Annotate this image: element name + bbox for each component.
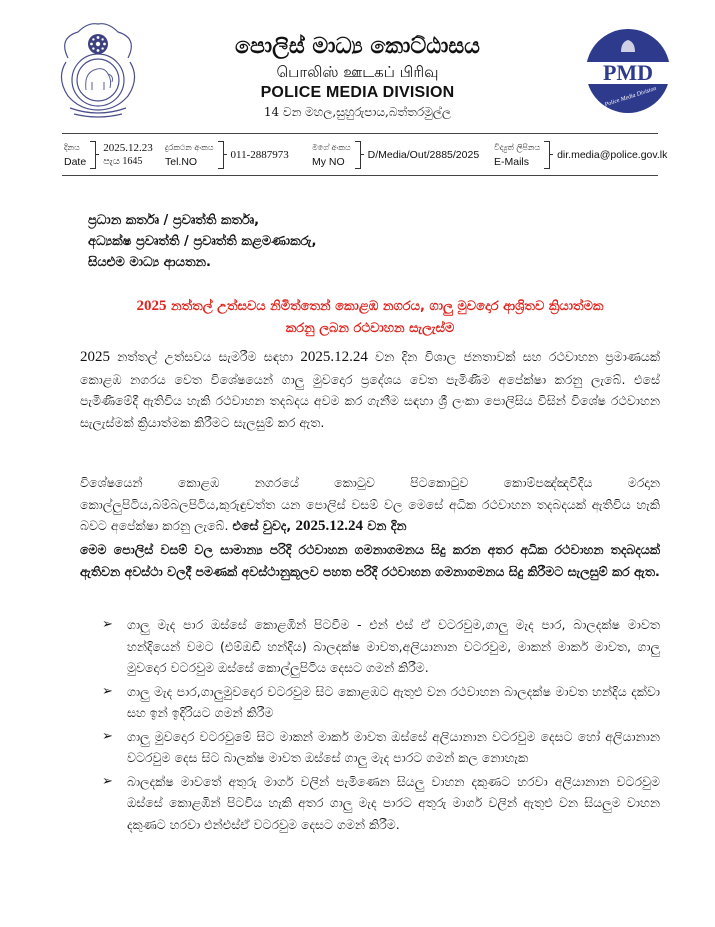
my-no-label-en: My NO — [312, 156, 345, 168]
tel-value: 011-2887973 — [230, 148, 289, 161]
date-label-si: දිනය — [64, 143, 80, 152]
p2-text-a: විශේෂයෙන් කොළඹ නගරයේ කොටුව පිටකොටුව කොම්පඤ්ඤවීදිය මරදාන කොල්ලුපිටිය,බම්බලපිටිය,කුරුඳුවත්ත යන පොලිස් වසම් වල මෙසේ අධික රථවාහන තදබදයක් ඇතිවිය හැකි බවට අපේක්ෂා කරනු ලැබේ. — [80, 475, 660, 533]
recipient-line: සියළුම මාධ්‍ය ආයතන. — [88, 255, 211, 270]
info-tel — [165, 137, 289, 173]
list-item-text: බාලදක්ෂ මාවතේ අතුරු මාර්ග වලින් පැමිණෙන සියලු වාහන දකුණට හරවා අලියානාන වටරවුම ඔස්සේ කොළඹින් පිටවිය හැකි අතර ගාලු මැද පාරට අතුරු මාර්ග වලින් ඇතුළු වන සියලුම වාහන දකුණට හරවා එන්එස්ඒ වටරවුම දෙසට ගමන් කිරීම. — [127, 773, 660, 832]
p2-date: 2025.12.24 — [295, 518, 363, 534]
subject-line-2: කරනු ලබන රථවාහන සැලැස්ම — [285, 321, 455, 336]
info-bar-bottom-rule — [62, 175, 658, 176]
info-bar-top-rule — [62, 133, 658, 134]
traffic-plan-list — [102, 614, 660, 837]
title-sinhala: පොලිස් මාධ්‍ය කොට්ඨාසය — [235, 34, 480, 59]
title-tamil: பொலிஸ் ஊடகப் பிரிவு — [276, 63, 439, 81]
date-value: 2025.12.23 — [103, 142, 153, 154]
bracket-icon — [544, 141, 550, 169]
p2-text-b: එසේ වුවද, — [232, 518, 296, 533]
recipients — [88, 210, 316, 273]
address: 14 වන මහල,සුහුරුපාය,බත්තරමුල්ල — [263, 105, 452, 119]
p1-text-b: වන දින විශාල ජනතාවක් සහ රථවාහන ප්‍රමාණයක් කොළඹ නගරය වෙත විශේෂයෙන් ගාලු මුවදොර ප්‍රදේශය වෙත පැමිණීම අපේක්ෂා කරනු ලැබේ. එසේ පැමිණීමේදී ඇතිවිය හැකි රථවාහන තදබදය අවම කර ගැනීම සඳහා ශ්‍රී ලංකා පොලිසිය විසින් විශේෂ රථවාහන සැලැස්මක් ක්‍රියාත්මක කිරීමට සැලසුම් කර ඇත. — [80, 349, 660, 430]
subject-year: 2025 — [136, 298, 167, 314]
list-item-text: ගාලු මැද පාර ඔස්සේ කොළඹින් පිටවීම - එන් එස් ඒ වටරවුම,ගාලු මැද පාර, බාලදක්ෂ මාවත හන්දියෙන් වමට (එම්ඔඩී හන්දිය) බාලදක්ෂ මාවත,අලියානාන වටරවුම, මාකන් මාකර් මාවත, ගාලු මුවදොර වටරවුම ඔස්සේ කොල්ලුපිටිය දෙසට ගමන් කිරීම. — [127, 617, 660, 675]
bracket-icon — [218, 141, 224, 169]
subject-line-1: නත්තල් උත්සවය නිමිත්තෙන් කොළඹ නගරය, ගාලු මුවදොර ආශ්‍රිතව ක්‍රියාත්මක — [166, 299, 604, 314]
email-label-en: E-Mails — [494, 156, 530, 168]
list-item-text: ගාලු මුවදොර වටරවුමේ සිට මාකන් මාකර් මාවත ඔස්සේ අලියානාන වටරවුම දෙසට හෝ අලියානාන වටරවුම දෙස සිට බාලක්ෂ මාවත ඔස්සේ ගාලු මැද පාරට ගමන් කල නොහැක — [127, 728, 660, 765]
p1-text-a: නත්තල් උත්සවය සැමරීම සඳහා — [110, 349, 301, 364]
paragraph-2 — [80, 472, 660, 538]
email-label-si: විද්‍යුත් ලිපිනය — [494, 143, 541, 152]
tel-label-si: දුරකථන අංකය — [165, 143, 214, 152]
recipient-line: අධ්‍යක්ෂ ප්‍රවෘත්ති / ප්‍රවෘත්ති කළමණාකරු, — [88, 234, 317, 249]
my-no-label-si: මගේ අංකය — [312, 143, 351, 152]
arrow-bullet-icon: ➢ — [102, 728, 113, 744]
arrow-bullet-icon: ➢ — [102, 683, 113, 699]
pmd-logo-subtitle: Police Media Division — [604, 85, 658, 109]
date-label-en: Date — [64, 156, 87, 168]
pmd-logo-text: PMD — [602, 60, 654, 85]
info-my-no — [312, 137, 479, 173]
bracket-icon — [90, 141, 96, 169]
list-item — [102, 614, 660, 679]
my-no-value: D/Media/Out/2885/2025 — [367, 149, 480, 161]
info-email — [494, 137, 667, 173]
tel-label-en: Tel.NO — [165, 156, 198, 168]
p2-text-c: වන දින — [362, 518, 407, 533]
title-english: POLICE MEDIA DIVISION — [260, 84, 455, 101]
list-item — [102, 726, 660, 769]
list-item — [102, 681, 660, 724]
email-value[interactable]: dir.media@police.gov.lk — [557, 149, 668, 161]
bracket-icon — [355, 141, 361, 169]
list-item-text: ගාලු මැද පාර,ගාලුමුවදොර වටරවුම සිට කොළඹට ඇතුළු වන රථවාහන බාලදක්ෂ මාවත හන්දිය දක්වා සහ ඉන් ඉදිරියට ගමන් කිරීම — [127, 683, 660, 720]
p1-date: 2025.12.24 — [300, 349, 368, 365]
subject-heading — [75, 295, 665, 340]
arrow-bullet-icon: ➢ — [102, 773, 113, 789]
time-value: පැය 1645 — [103, 156, 143, 167]
paragraph-1 — [80, 346, 660, 433]
paragraph-3: මෙම පොලිස් වසම් වල සාමාන්‍ය පරිදි රථවාහන ගමනාගමනය සිදු කරන අතර අධික රථවාහන තදබදයක් ඇතිවන අවස්ථා වලදී පමණක් අවස්ථානුකූලව පහත පරිදි රථවාහන ගමනාගමනය සිදු කිරීමට සැලසුම් කර ඇත. — [80, 542, 660, 579]
arrow-bullet-icon: ➢ — [102, 617, 113, 632]
recipient-line: ප්‍රධාන කර්තෘ / ප්‍රවෘත්ති කර්තෘ, — [88, 213, 260, 228]
p1-year: 2025 — [80, 349, 110, 365]
info-date — [64, 137, 153, 173]
list-item — [102, 771, 660, 836]
